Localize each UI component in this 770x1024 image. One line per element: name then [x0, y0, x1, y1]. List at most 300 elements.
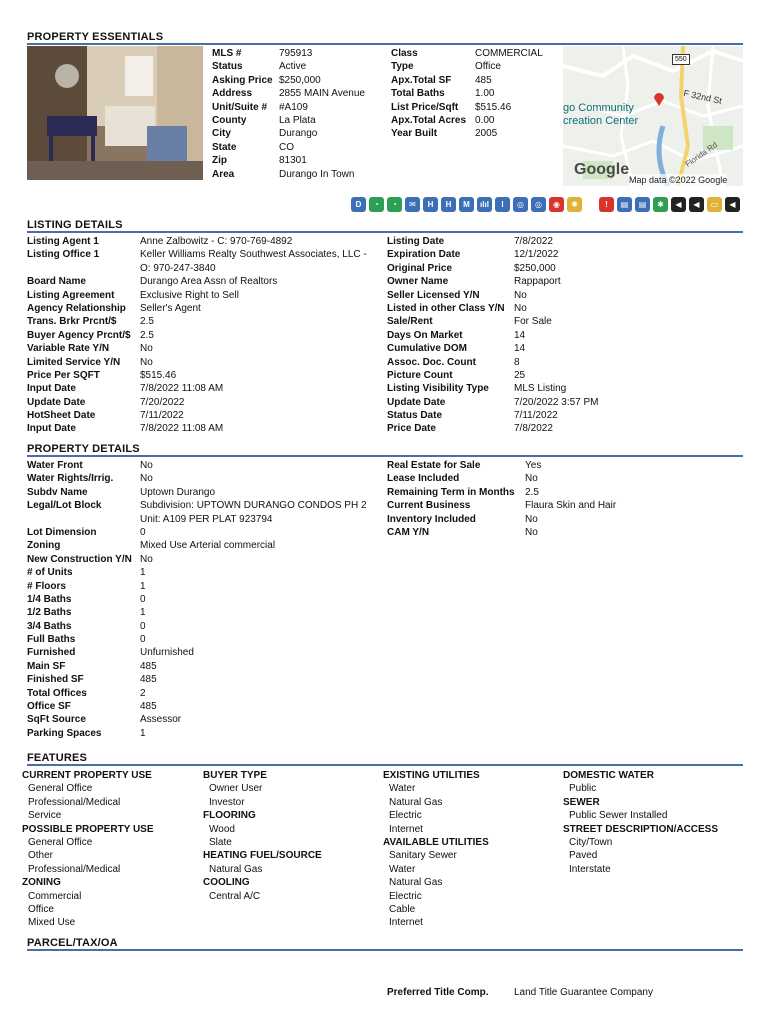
feature-group-heading: STREET DESCRIPTION/ACCESS: [563, 823, 719, 835]
field-value: Uptown Durango: [140, 486, 216, 498]
field-row: [212, 154, 365, 167]
field-value: 14: [514, 343, 526, 355]
feature-item: Professional/Medical: [28, 863, 121, 875]
field-label: Zip: [212, 155, 227, 167]
field-label: Listing Date: [387, 236, 445, 247]
features-rule: [27, 764, 743, 766]
field-label: Legal/Lot Block: [27, 500, 102, 512]
field-label: 1/4 Baths: [27, 593, 72, 605]
folder-icon[interactable]: ▭: [707, 197, 722, 212]
field-label: Listing Agreement: [27, 289, 115, 301]
field-value: 2.5: [140, 329, 154, 341]
field-label: Status: [212, 61, 243, 73]
field-value: Subdivision: UPTOWN DURANGO CONDOS PH 2: [140, 500, 367, 512]
p1-icon[interactable]: ◎: [513, 197, 528, 212]
field-value: MLS Listing: [514, 383, 567, 395]
field-row: [387, 472, 616, 485]
map-place-line1: go Community: [563, 102, 634, 114]
highway-shield: 550: [672, 54, 690, 65]
field-value: No: [140, 473, 153, 485]
mail-icon[interactable]: ✉: [405, 197, 420, 212]
field-value: Durango Area Assn of Realtors: [140, 276, 278, 288]
chart-icon[interactable]: ılıl: [477, 197, 492, 212]
field-label: Asking Price: [212, 74, 273, 86]
field-value: Yes: [525, 460, 542, 471]
field-value: 1: [140, 580, 146, 592]
m-icon[interactable]: M: [459, 197, 474, 212]
field-row: [27, 526, 367, 539]
parcel-rule: [27, 949, 743, 951]
listing-title: LISTING DETAILS: [27, 219, 123, 231]
field-label: Days On Market: [387, 329, 463, 341]
field-row: [27, 553, 367, 566]
property-right-list: [387, 459, 616, 539]
field-row: [27, 606, 367, 619]
field-row: [387, 409, 599, 422]
field-value: Unfurnished: [140, 647, 194, 659]
location-map[interactable]: [563, 46, 743, 186]
field-label: New Construction Y/N: [27, 553, 132, 565]
field-value: 485: [140, 660, 157, 672]
field-value: 25: [514, 369, 526, 381]
doc1-icon[interactable]: ▤: [617, 197, 632, 212]
property-rule: [27, 455, 743, 457]
preferred-title-value: Land Title Guarantee Company: [514, 987, 653, 998]
field-label: SqFt Source: [27, 714, 86, 726]
field-label: Update Date: [387, 396, 446, 408]
feature-group-heading: BUYER TYPE: [203, 770, 267, 781]
feature-group-heading: HEATING FUEL/SOURCE: [203, 850, 322, 862]
field-label: Total Offices: [27, 687, 87, 699]
field-row: [27, 593, 367, 606]
field-row: [27, 499, 367, 512]
feature-item: Cable: [389, 904, 416, 916]
feature-group-heading: FLOORING: [203, 810, 256, 822]
field-label: Address: [212, 88, 253, 100]
field-row: [387, 302, 599, 315]
field-row: [391, 60, 543, 73]
field-label: Year Built: [391, 128, 438, 140]
field-value: 7/11/2022: [140, 410, 184, 422]
feature-item: Interstate: [569, 863, 611, 875]
field-label: Subdv Name: [27, 486, 88, 498]
field-value: No: [140, 343, 153, 355]
field-label: Area: [212, 168, 235, 180]
field-label: Remaining Term in Months: [387, 486, 515, 498]
field-value: 2855 MAIN Avenue: [279, 88, 365, 100]
dots-icon[interactable]: ✺: [567, 197, 582, 212]
field-label: Status Date: [387, 410, 443, 422]
field-label: Apx.Total SF: [391, 74, 452, 86]
feature-item: Internet: [389, 823, 423, 835]
field-row: [27, 727, 367, 740]
field-value: 12/1/2022: [514, 249, 559, 261]
field-row: [387, 329, 599, 342]
field-row: [212, 127, 365, 140]
field-value: $250,000: [279, 74, 321, 86]
feature-item: Natural Gas: [209, 863, 263, 875]
field-value: Mixed Use Arterial commercial: [140, 540, 276, 552]
field-value: COMMERCIAL: [475, 48, 543, 59]
essentials-rule: [27, 43, 743, 45]
toolbar-icons-left: [351, 197, 582, 212]
field-value: 14: [514, 329, 526, 341]
info-icon[interactable]: I: [495, 197, 510, 212]
field-row: [27, 235, 367, 248]
field-label: Buyer Agency Prcnt/$: [27, 329, 131, 341]
field-row: [27, 409, 367, 422]
field-row: [27, 687, 367, 700]
field-row: [27, 356, 367, 369]
field-label: Sale/Rent: [387, 316, 433, 328]
field-row: [27, 289, 367, 302]
field-value: 7/8/2022: [514, 236, 553, 247]
field-row: [27, 459, 367, 472]
field-label: Main SF: [27, 660, 66, 672]
field-row: [27, 302, 367, 315]
field-value: Rappaport: [514, 276, 561, 288]
field-row: [27, 369, 367, 382]
d-icon[interactable]: D: [351, 197, 366, 212]
field-value: Assessor: [140, 714, 182, 726]
field-row: [387, 342, 599, 355]
field-label: Price Date: [387, 423, 436, 435]
field-label: Finished SF: [27, 674, 84, 686]
field-row: [27, 472, 367, 485]
features-col-3: [383, 769, 489, 930]
field-row: [27, 700, 367, 713]
field-row: [212, 101, 365, 114]
essentials-title: PROPERTY ESSENTIALS: [27, 31, 164, 43]
field-row: [212, 168, 365, 181]
field-label: Inventory Included: [387, 513, 476, 525]
features-col-1: [22, 769, 154, 930]
field-value: Durango In Town: [279, 168, 355, 180]
essentials-right-list: [391, 47, 543, 141]
alert-icon[interactable]: !: [599, 197, 614, 212]
field-value: No: [140, 356, 153, 368]
features-title: FEATURES: [27, 752, 88, 764]
feature-item: Public Sewer Installed: [569, 810, 668, 822]
feature-group-heading: COOLING: [203, 877, 250, 889]
listing-left-list: [27, 235, 367, 436]
field-row: [387, 526, 616, 539]
field-label: State: [212, 141, 237, 153]
field-value: 2.5: [140, 316, 154, 328]
field-label: Furnished: [27, 647, 76, 659]
share-icon[interactable]: ◀: [725, 197, 740, 212]
field-label: Picture Count: [387, 369, 453, 381]
field-label: HotSheet Date: [27, 410, 96, 422]
field-value: 795913: [279, 48, 313, 59]
chat-icon[interactable]: ◔: [387, 197, 402, 212]
field-label: Total Baths: [391, 88, 445, 100]
field-row: [27, 315, 367, 328]
field-label: Cumulative DOM: [387, 343, 468, 355]
map-place-label: [563, 102, 638, 128]
feature-item: Public: [569, 783, 597, 795]
doc2-icon[interactable]: ▤: [635, 197, 650, 212]
map-street-label: F 32nd St: [682, 88, 723, 106]
field-label: Seller Licensed Y/N: [387, 289, 480, 301]
field-row: [387, 513, 616, 526]
field-value: 2005: [475, 128, 498, 140]
field-label: Real Estate for Sale: [387, 460, 481, 471]
field-row: [391, 74, 543, 87]
field-value: 2.5: [525, 486, 539, 498]
field-value: 81301: [279, 155, 307, 167]
field-label: Expiration Date: [387, 249, 461, 261]
features-col-2: [203, 769, 322, 903]
field-value: 7/8/2022 11:08 AM: [140, 383, 224, 395]
field-row: [387, 499, 616, 512]
field-value: 1: [140, 727, 146, 739]
field-label: Board Name: [27, 276, 86, 288]
feature-item: Water: [389, 783, 416, 795]
field-row: [387, 486, 616, 499]
field-label: Office SF: [27, 701, 71, 713]
feature-item: Central A/C: [209, 890, 261, 902]
features-col-4: [563, 769, 718, 876]
field-value: O: 970-247-3840: [140, 262, 216, 274]
feature-item: Slate: [209, 837, 232, 849]
field-label: Current Business: [387, 500, 471, 512]
feature-group-heading: DOMESTIC WATER: [563, 770, 654, 781]
field-value: Keller Williams Realty Southwest Associates, LLC -: [140, 249, 367, 261]
field-value: No: [525, 513, 538, 525]
parcel-title: PARCEL/TAX/OA: [27, 937, 118, 949]
field-row: [27, 396, 367, 409]
feature-item: Commercial: [28, 890, 82, 902]
field-label: Zoning: [27, 540, 61, 552]
field-value: 1: [140, 607, 146, 619]
field-label: Listing Agent 1: [27, 236, 99, 247]
field-row: [387, 422, 599, 435]
field-label: County: [212, 114, 247, 126]
speaker1-icon[interactable]: ◀: [671, 197, 686, 212]
field-value: 0: [140, 526, 146, 538]
feature-item: Electric: [389, 810, 422, 822]
field-value: 0: [140, 620, 146, 632]
feature-item: Water: [389, 863, 416, 875]
feature-item: Natural Gas: [389, 796, 443, 808]
field-value: Seller's Agent: [140, 302, 201, 314]
feature-item: Electric: [389, 890, 422, 902]
field-value: Exclusive Right to Sell: [140, 289, 239, 301]
field-row: [212, 74, 365, 87]
field-row: [212, 114, 365, 127]
toolbar-icons-right: [599, 197, 740, 212]
field-value: 1: [140, 567, 146, 579]
field-row: [27, 673, 367, 686]
field-label: MLS #: [212, 48, 242, 59]
field-row: [27, 513, 367, 526]
feature-group-heading: EXISTING UTILITIES: [383, 770, 480, 781]
feature-item: Mixed Use: [28, 917, 76, 929]
field-value: $515.46: [140, 369, 177, 381]
field-label: Limited Service Y/N: [27, 356, 121, 368]
h-icon[interactable]: H: [423, 197, 438, 212]
field-value: No: [525, 473, 538, 485]
field-value: Anne Zalbowitz - C: 970-769-4892: [140, 236, 293, 247]
field-row: [387, 356, 599, 369]
field-row: [387, 275, 599, 288]
field-row: [27, 275, 367, 288]
field-label: Listing Office 1: [27, 249, 100, 261]
field-label: Update Date: [27, 396, 86, 408]
p2-icon[interactable]: ◎: [531, 197, 546, 212]
field-row: [387, 382, 599, 395]
field-value: CO: [279, 141, 294, 153]
field-label: Price Per SQFT: [27, 369, 100, 381]
field-value: $515.46: [475, 101, 512, 113]
field-value: 485: [140, 674, 157, 686]
field-label: Variable Rate Y/N: [27, 343, 110, 355]
speaker2-icon[interactable]: ◀: [689, 197, 704, 212]
record-icon[interactable]: ◉: [549, 197, 564, 212]
field-row: [27, 342, 367, 355]
speech-icon[interactable]: ◔: [369, 197, 384, 212]
field-value: 7/20/2022 3:57 PM: [514, 396, 599, 408]
field-label: Listing Visibility Type: [387, 383, 489, 395]
field-label: # Floors: [27, 580, 66, 592]
field-value: 7/11/2022: [514, 410, 558, 422]
feature-item: Professional/Medical: [28, 796, 121, 808]
field-row: [27, 633, 367, 646]
listing-rule: [27, 231, 743, 233]
feature-group-heading: SEWER: [563, 796, 600, 808]
field-value: Unit: A109 PER PLAT 923794: [140, 513, 273, 525]
field-label: CAM Y/N: [387, 526, 430, 538]
google-logo: Google: [574, 161, 630, 178]
field-row: [212, 141, 365, 154]
property-title: PROPERTY DETAILS: [27, 443, 140, 455]
field-value: Office: [475, 61, 501, 73]
field-label: Lease Included: [387, 473, 460, 485]
field-label: Water Rights/Irrig.: [27, 473, 114, 485]
field-row: [27, 580, 367, 593]
field-row: [391, 87, 543, 100]
field-label: Lot Dimension: [27, 526, 97, 538]
field-value: No: [514, 289, 527, 301]
field-label: [27, 262, 140, 275]
field-label: Full Baths: [27, 634, 76, 646]
feature-item: Natural Gas: [389, 877, 443, 889]
field-label: Original Price: [387, 262, 453, 274]
field-row: [387, 396, 599, 409]
feature-item: Sanitary Sewer: [389, 850, 457, 862]
feature-item: Wood: [209, 823, 235, 835]
field-label: Agency Relationship: [27, 302, 126, 314]
map-h-icon[interactable]: H: [441, 197, 456, 212]
field-label: 1/2 Baths: [27, 607, 72, 619]
field-value: 7/20/2022: [140, 396, 185, 408]
field-value: 0: [140, 593, 146, 605]
field-value: For Sale: [514, 316, 552, 328]
field-value: No: [525, 526, 538, 538]
preferred-title-label: Preferred Title Comp.: [387, 987, 489, 998]
field-value: 0.00: [475, 114, 495, 126]
field-value: 0: [140, 634, 146, 646]
field-value: No: [514, 302, 527, 314]
field-row: [27, 248, 367, 261]
field-row: [387, 369, 599, 382]
field-value: 8: [514, 356, 520, 368]
feature-item: Paved: [569, 850, 598, 862]
field-label: Input Date: [27, 423, 76, 435]
field-value: #A109: [279, 101, 308, 113]
field-value: Durango: [279, 128, 318, 140]
property-photo[interactable]: [27, 46, 203, 180]
field-value: 1.00: [475, 88, 495, 100]
field-label: Parking Spaces: [27, 727, 102, 739]
field-row: [27, 660, 367, 673]
field-value: 2: [140, 687, 146, 699]
field-value: 485: [140, 701, 157, 713]
field-label: Owner Name: [387, 276, 449, 288]
map-credit: Map data ©2022 Google: [629, 174, 727, 186]
field-row: [387, 289, 599, 302]
feature-group-heading: POSSIBLE PROPERTY USE: [22, 823, 154, 835]
field-label: Water Front: [27, 460, 83, 471]
field-value: Flaura Skin and Hair: [525, 500, 617, 512]
feature-item: City/Town: [569, 837, 613, 849]
field-label: Unit/Suite #: [212, 101, 268, 113]
field-value: $250,000: [514, 262, 556, 274]
feature-item: Office: [28, 904, 54, 916]
feature-item: General Office: [28, 837, 93, 849]
field-row: [391, 114, 543, 127]
field-row: [391, 127, 543, 140]
field-row: [27, 646, 367, 659]
interior-photo-image: [27, 46, 203, 180]
feature-item: Internet: [389, 917, 423, 929]
feature-group-heading: CURRENT PROPERTY USE: [22, 770, 152, 781]
field-label: Type: [391, 61, 414, 73]
field-value: La Plata: [279, 114, 316, 126]
field-value: No: [140, 553, 153, 565]
map-road-label: Florida Rd: [683, 140, 720, 169]
field-row: [391, 101, 543, 114]
feature-item: General Office: [28, 783, 93, 795]
field-row: [387, 235, 599, 248]
field-label: Assoc. Doc. Count: [387, 356, 476, 368]
field-value: 7/8/2022 11:08 AM: [140, 423, 224, 435]
field-row: [27, 422, 367, 435]
field-row: [27, 329, 367, 342]
field-row: [387, 248, 599, 261]
field-label: List Price/Sqft: [391, 101, 459, 113]
field-row: [387, 262, 599, 275]
field-value: Active: [279, 61, 307, 73]
feature-item: Other: [28, 850, 54, 862]
field-value: No: [140, 460, 153, 471]
feature-item: Service: [28, 810, 62, 822]
field-row: [27, 262, 367, 275]
field-row: [27, 486, 367, 499]
field-row: [212, 87, 365, 100]
field-value: 7/8/2022: [514, 423, 553, 435]
field-value: 485: [475, 74, 492, 86]
field-label: # of Units: [27, 567, 73, 579]
field-row: [27, 713, 367, 726]
field-row: [212, 47, 365, 60]
field-row: [27, 566, 367, 579]
walk-icon[interactable]: ✱: [653, 197, 668, 212]
property-left-list: [27, 459, 367, 740]
map-place-line2: creation Center: [563, 115, 639, 127]
field-label: Listed in other Class Y/N: [387, 302, 505, 314]
